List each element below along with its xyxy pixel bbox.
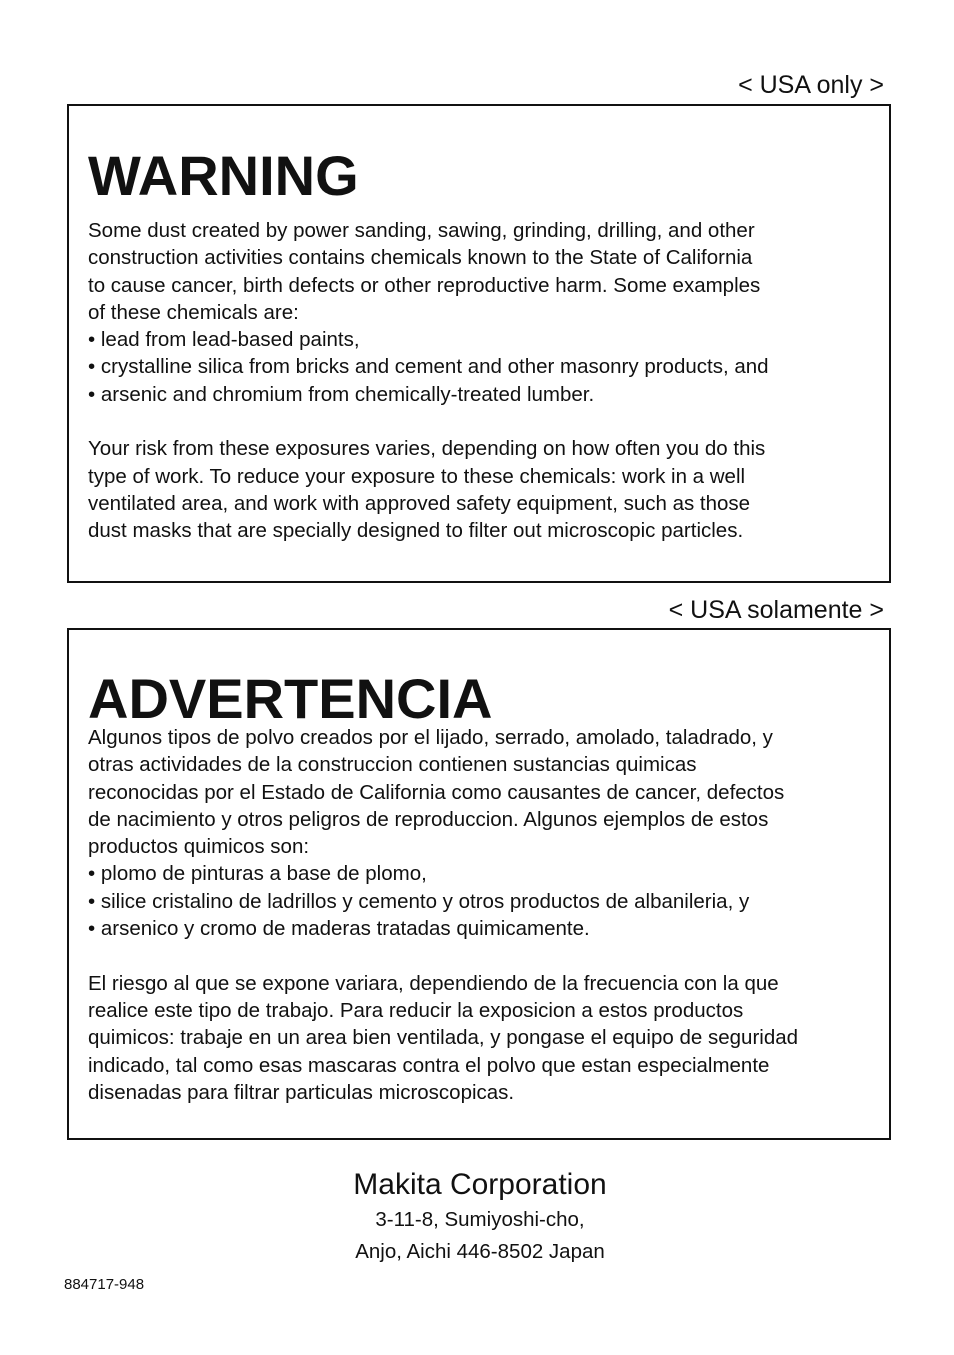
advertencia-line: Algunos tipos de polvo creados por el lijado, serrado, amolado, taladrado, y [88,726,773,749]
advertencia-bullet-item: • arsenico y cromo de maderas tratadas quimicamente. [88,917,590,941]
warning-bullet-item: • arsenic and chromium from chemically-treated lumber. [88,382,595,406]
advertencia-line: El riesgo al que se expone variara, dependiendo de la frecuencia con la que [88,971,779,995]
paragraph-gap [88,942,881,969]
advertencia-line: de nacimiento y otros peligros de reproduccion. Algunos ejemplos de estos [88,807,769,831]
advertencia-body [88,724,881,1106]
advertencia-line: indicado, tal como esas mascaras contra el polvo que estan especialmente [88,1053,770,1077]
document-code: 884717-948 [64,1276,145,1293]
warning-title: WARNING [88,144,359,207]
warning-line: ventilated area, and work with approved safety equipment, such as those [88,491,751,515]
advertencia-title: ADVERTENCIA [88,667,493,730]
warning-box [67,104,891,583]
address-line-1: 3-11-8, Sumiyoshi-cho, [375,1208,585,1231]
advertencia-line: reconocidas por el Estado de California como causantes de cancer, defectos [88,780,785,804]
warning-line: type of work. To reduce your exposure to these chemicals: work in a well [88,464,746,488]
company-name: Makita Corporation [353,1168,607,1201]
warning-line: dust masks that are specially designed to filter out microscopic particles. [88,519,744,543]
usa-only-label: < USA only > [738,71,884,99]
advertencia-line: otras actividades de la construccion contienen sustancias quimicas [88,753,697,777]
warning-line: of these chemicals are: [88,300,299,324]
paragraph-gap [88,408,881,435]
warning-line: construction activities contains chemicals known to the State of California [88,246,753,270]
usa-solamente-label: < USA solamente > [668,596,884,624]
advertencia-line: productos quimicos son: [88,835,310,859]
advertencia-line: disenadas para filtrar particulas microscopicas. [88,1080,515,1104]
advertencia-box [67,628,891,1140]
advertencia-line: quimicos: trabaje en un area bien ventilada, y pongase el equipo de seguridad [88,1026,799,1050]
warning-line: Some dust created by power sanding, sawing, grinding, drilling, and other [88,219,755,242]
warning-bullet-item: • lead from lead-based paints, [88,328,360,352]
warning-bullet-item: • crystalline silica from bricks and cement and other masonry products, and [88,355,769,379]
advertencia-bullet-item: • plomo de pinturas a base de plomo, [88,862,427,886]
warning-body [88,217,881,545]
advertencia-bullet-item: • silice cristalino de ladrillos y cemento y otros productos de albanileria, y [88,889,750,913]
warning-line: to cause cancer, birth defects or other reproductive harm. Some examples [88,273,761,297]
warning-line: Your risk from these exposures varies, depending on how often you do this [88,437,766,461]
address-line-2: Anjo, Aichi 446-8502 Japan [355,1240,605,1263]
advertencia-line: realice este tipo de trabajo. Para reducir la exposicion a estos productos [88,998,744,1022]
